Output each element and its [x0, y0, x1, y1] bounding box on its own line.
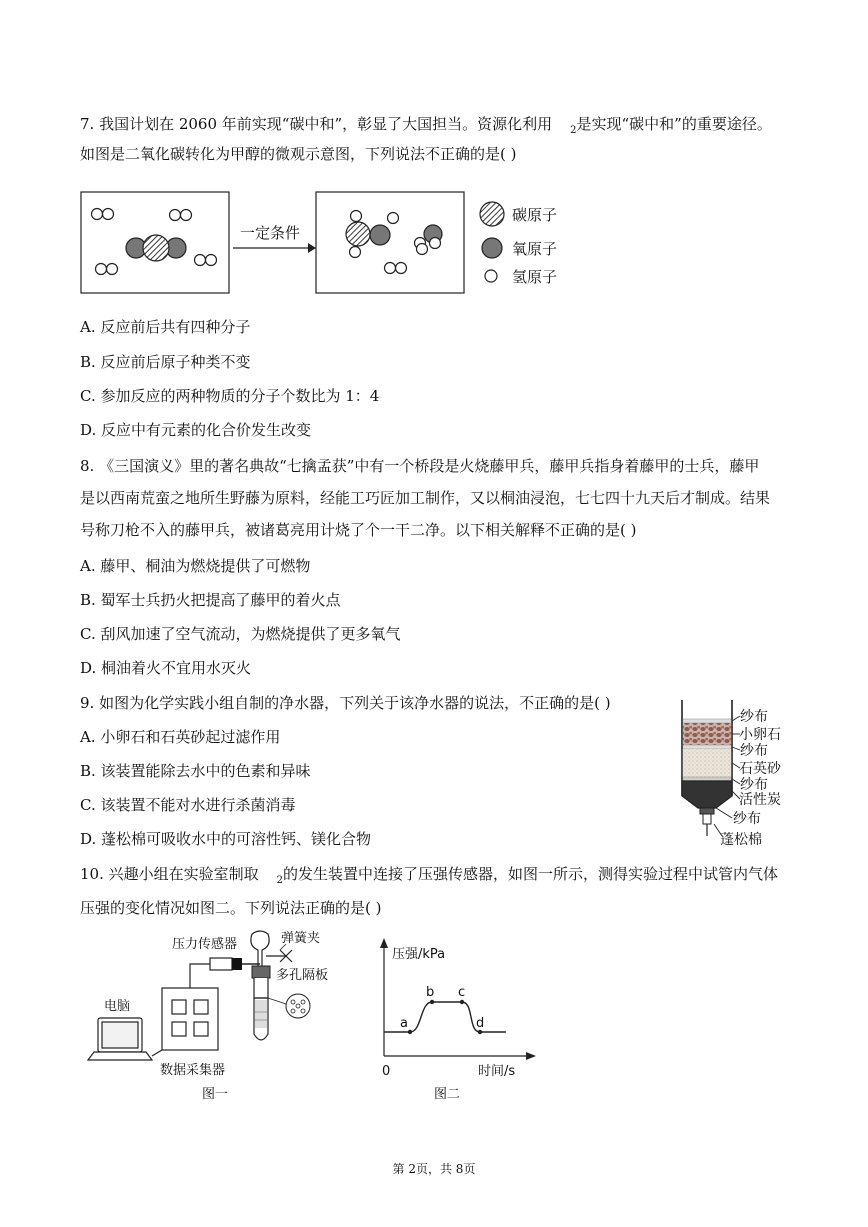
q8-stem-line3: 号称刀枪不入的藤甲兵，被诸葛亮用计烧了个一干二净。以下相关解释不正确的是( )	[80, 521, 637, 539]
label-gauze-1: 纱布	[740, 709, 768, 725]
q8-option-a: A. 藤甲、桐油为燃烧提供了可燃物	[80, 557, 311, 575]
q8-stem-line1: 8. 《三国演义》里的著名典故“七擒孟获”中有一个桥段是火烧藤甲兵，藤甲兵指身着藤甲的士兵，藤甲	[80, 457, 760, 475]
label-activated-carbon: 活性炭	[739, 792, 781, 808]
carbon-atom-legend-icon	[480, 202, 504, 226]
pressure-sensor-body	[210, 958, 232, 970]
label-gauze-4: 纱布	[733, 811, 761, 827]
legend-hydrogen: 氢原子	[512, 268, 558, 286]
page-footer: 第 2页，共 8页	[392, 1162, 476, 1176]
figure1-caption: 图一	[202, 1087, 229, 1102]
point-a-label: a	[400, 1016, 408, 1031]
label-gauze-3: 纱布	[740, 777, 768, 793]
q9-option-b: B. 该装置能除去水中的色素和异味	[80, 762, 311, 780]
point-b-label: b	[426, 985, 435, 1000]
q7-stem-line2: 如图是二氧化碳转化为甲醇的微观示意图，下列说法不正确的是( )	[80, 145, 517, 163]
origin-label: 0	[382, 1064, 391, 1079]
q7-option-a: A. 反应前后共有四种分子	[80, 318, 251, 336]
q9-stem: 9. 如图为化学实践小组自制的净水器，下列关于该净水器的说法，不正确的是( )	[80, 694, 611, 712]
x-axis-label: 时间/s	[478, 1064, 516, 1079]
rubber-stopper	[252, 966, 270, 978]
label-cotton: 蓬松棉	[720, 832, 762, 848]
data-collector-box	[162, 988, 218, 1050]
pressure-sensor-head	[232, 958, 242, 970]
oxygen-atom-legend-icon	[482, 238, 502, 258]
q7-option-d: D. 反应中有元素的化合价发生改变	[80, 421, 312, 439]
q8-option-c: C. 刮风加速了空气流动，为燃烧提供了更多氧气	[80, 625, 401, 643]
label-porous-plate: 多孔隔板	[276, 968, 329, 983]
product-box	[316, 192, 464, 293]
point-a	[408, 1030, 412, 1034]
label-computer: 电脑	[104, 999, 131, 1014]
q9-option-c: C. 该装置不能对水进行杀菌消毒	[80, 796, 296, 814]
q8-option-d: D. 桐油着火不宜用水灭火	[80, 659, 252, 677]
label-pressure-sensor: 压力传感器	[172, 937, 238, 952]
q8-option-b: B. 蜀军士兵扔火把提高了藤甲的着火点	[80, 591, 341, 609]
legend-carbon: 碳原子	[512, 206, 558, 224]
q9-option-d: D. 蓬松棉可吸收水中的可溶性钙、镁化合物	[80, 830, 372, 848]
point-b	[430, 1000, 434, 1004]
figure2-caption: 图二	[434, 1087, 461, 1102]
q7-reaction-diagram	[80, 188, 570, 296]
q7-option-c: C. 参加反应的两种物质的分子个数比为 1：4	[80, 387, 380, 405]
point-c	[460, 1000, 464, 1004]
label-quartz-sand: 石英砂	[739, 761, 781, 777]
q9-option-a: A. 小卵石和石英砂起过滤作用	[80, 728, 281, 746]
q10-figure2-pressure-curve	[370, 936, 550, 1106]
q7-option-b: B. 反应前后原子种类不变	[80, 353, 251, 371]
q10-stem-line1: 10. 兴趣小组在实验室制取 $_2$的发生装置中连接了压强传感器，如图一所示，测得实验过程中试管内气体	[80, 865, 779, 886]
y-axis-label: 压强/kPa	[392, 947, 446, 962]
water-purifier-diagram	[676, 696, 796, 852]
arrow-label: 一定条件	[240, 224, 301, 242]
label-pebble: 小卵石	[739, 727, 781, 743]
point-c-label: c	[458, 985, 466, 1000]
q10-figure1-apparatus	[80, 926, 340, 1106]
q8-stem-line2: 是以西南荒蛮之地所生野藤为原料，经能工巧匠加工制作，又以桐油浸泡，七七四十九天后才制成。结果	[80, 489, 771, 507]
q10-stem-line2: 压强的变化情况如图二。下列说法正确的是( )	[80, 899, 382, 917]
label-data-collector: 数据采集器	[160, 1063, 226, 1078]
laptop-icon	[88, 1018, 152, 1060]
label-spring-clip: 弹簧夹	[281, 931, 321, 946]
point-d-label: d	[476, 1016, 485, 1031]
porous-plate-detail	[286, 994, 310, 1018]
legend-oxygen: 氧原子	[512, 240, 558, 258]
label-gauze-2: 纱布	[740, 743, 768, 759]
q7-stem-line1: 7. 我国计划在 2060 年前实现“碳中和”，彰显了大国担当。资源化利用 $_2$是实现“碳中和”的重要途径。	[80, 115, 772, 136]
hydrogen-atom-legend-icon	[485, 270, 497, 282]
